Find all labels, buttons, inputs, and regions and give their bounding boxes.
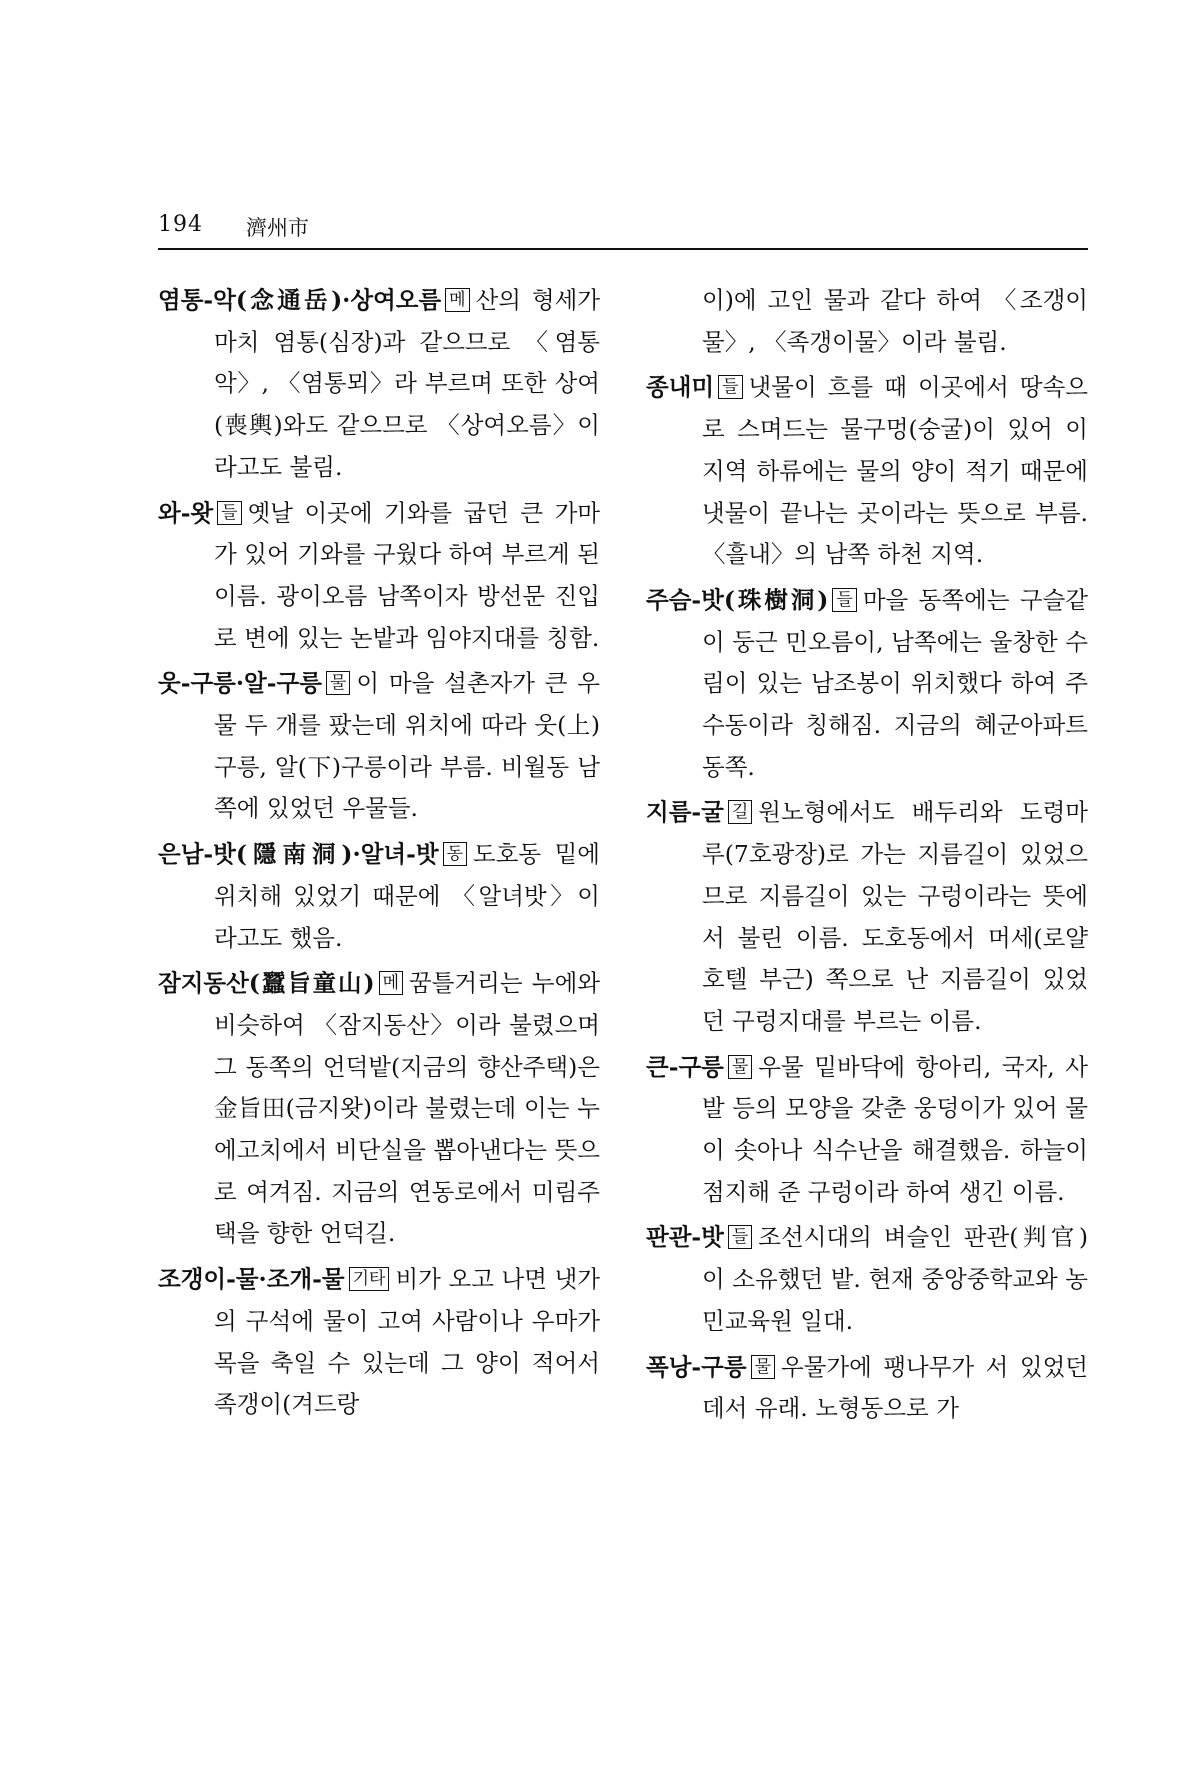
entry-definition: 꿈틀거리는 누에와 비슷하여 〈잠지동산〉이라 불렸으며 그 동쪽의 언덕밭(지금의 향산주택)은 金旨田(금지왓)이라 불렸는데 이는 누에고치에서 비단실을 뽑아낸다는 뜻으로 여겨짐. 지금의 연동로에서 미림주택을 향한 언덕길. bbox=[214, 969, 600, 1248]
entry-definition: 이)에 고인 물과 같다 하여 〈조갱이물〉, 〈족갱이물〉이라 불림. bbox=[702, 286, 1088, 356]
entry-headword: 조갱이-물·조개-물 bbox=[158, 1265, 345, 1294]
entry-definition: 마을 동쪽에는 구슬같이 둥근 민오름이, 남쪽에는 울창한 수림이 있는 남조봉이 위치했다 하여 주수동이라 칭해짐. 지금의 혜군아파트 동쪽. bbox=[702, 585, 1088, 781]
category-tag: 메 bbox=[445, 288, 469, 312]
entry-headword: 종내미 bbox=[646, 373, 715, 402]
page-header bbox=[158, 208, 1088, 250]
entry-definition: 도호동 밑에 위치해 있었기 때문에 〈알녀밧〉이라고도 했음. bbox=[214, 840, 600, 952]
entry-definition: 냇물이 흐를 때 이곳에서 땅속으로 스며드는 물구멍(숭굴)이 있어 이 지역 하류에는 물의 양이 적기 때문에 냇물이 끝나는 곳이라는 뜻으로 부름. 〈흘내〉의 남쪽 하천 지역. bbox=[702, 373, 1088, 569]
category-tag: 물 bbox=[751, 1355, 775, 1379]
category-tag: 들 bbox=[728, 1225, 752, 1249]
category-tag: 들 bbox=[718, 375, 742, 399]
entry-headword: 웃-구릉·알-구릉 bbox=[158, 669, 322, 698]
page-number: 194 bbox=[158, 212, 203, 237]
right-column bbox=[646, 280, 1088, 1434]
dictionary-entry bbox=[646, 580, 1088, 789]
entry-definition: 우물 밑바닥에 항아리, 국자, 사발 등의 모양을 갖춘 웅덩이가 있어 물이 솟아나 식수난을 해결했음. 하늘이 점지해 준 구렁이라 하여 생긴 이름. bbox=[702, 1052, 1088, 1206]
dictionary-entry-continued bbox=[646, 280, 1088, 363]
entry-headword: 은남-밧(隱南洞)·알녀-밧 bbox=[158, 840, 439, 869]
dictionary-entry bbox=[158, 493, 600, 660]
entry-definition: 옛날 이곳에 기와를 굽던 큰 가마가 있어 기와를 구웠다 하여 부르게 된 이름. 광이오름 남쪽이자 방선문 진입로 변에 있는 논밭과 임야지대를 칭함. bbox=[214, 498, 600, 652]
dictionary-entry bbox=[646, 1347, 1088, 1430]
category-tag: 들 bbox=[217, 501, 241, 525]
entry-definition: 조선시대의 벼슬인 판관(判官)이 소유했던 밭. 현재 중앙중학교와 농민교육원 일대. bbox=[702, 1223, 1088, 1335]
category-tag: 물 bbox=[728, 1055, 752, 1079]
entry-headword: 주슴-밧(珠樹洞) bbox=[646, 585, 829, 614]
entry-definition: 산의 형세가 마치 염통(심장)과 같으므로 〈염통악〉, 〈염통뫼〉라 부르며 또한 상여(喪輿)와도 같으므로 〈상여오름〉이라고도 불림. bbox=[214, 286, 600, 481]
dictionary-entry bbox=[158, 1259, 600, 1426]
entry-headword: 지름-굴 bbox=[646, 798, 724, 827]
category-tag: 물 bbox=[326, 671, 350, 695]
category-tag: 메 bbox=[379, 971, 403, 995]
dictionary-entry bbox=[158, 663, 600, 830]
category-tag: 동 bbox=[443, 842, 467, 866]
dictionary-entry bbox=[646, 792, 1088, 1042]
entry-definition: 비가 오고 나면 냇가의 구석에 물이 고여 사람이나 우마가 목을 축일 수 있는데 그 양이 적어서 족갱이(겨드랑 bbox=[214, 1265, 600, 1419]
left-column bbox=[158, 280, 600, 1430]
entry-definition: 우물가에 팽나무가 서 있었던 데서 유래. 노형동으로 가 bbox=[702, 1352, 1088, 1423]
running-head: 濟州市 bbox=[246, 216, 309, 240]
category-tag: 길 bbox=[728, 800, 752, 824]
category-tag: 들 bbox=[832, 588, 856, 612]
entry-headword: 폭낭-구릉 bbox=[646, 1352, 747, 1381]
entry-definition: 이 마을 설촌자가 큰 우물 두 개를 팠는데 위치에 따라 웃(上)구릉, 알(下)구릉이라 부름. 비월동 남쪽에 있었던 우물들. bbox=[214, 669, 600, 823]
dictionary-entry bbox=[646, 1217, 1088, 1342]
dictionary-entry bbox=[646, 1047, 1088, 1214]
dictionary-entry bbox=[158, 963, 600, 1255]
entry-headword: 판관-밧 bbox=[646, 1223, 724, 1252]
dictionary-entry bbox=[158, 834, 600, 959]
dictionary-entry bbox=[646, 367, 1088, 576]
entry-headword: 와-왓 bbox=[158, 498, 214, 527]
entry-headword: 염통-악(念通岳)·상여오름 bbox=[158, 286, 442, 314]
entry-definition: 원노형에서도 배두리와 도령마루(7호광장)로 가는 지름길이 있었으므로 지름길이 있는 구렁이라는 뜻에서 불린 이름. 도호동에서 머세(로얄호텔 부근) 쪽으로 난 지름길이 있었던 구렁지대를 부르는 이름. bbox=[702, 798, 1088, 1035]
category-tag: 기타 bbox=[349, 1267, 390, 1291]
dictionary-entry bbox=[158, 280, 600, 489]
entry-headword: 큰-구릉 bbox=[646, 1052, 724, 1081]
entry-headword: 잠지동산(蠶旨童山) bbox=[158, 969, 375, 998]
